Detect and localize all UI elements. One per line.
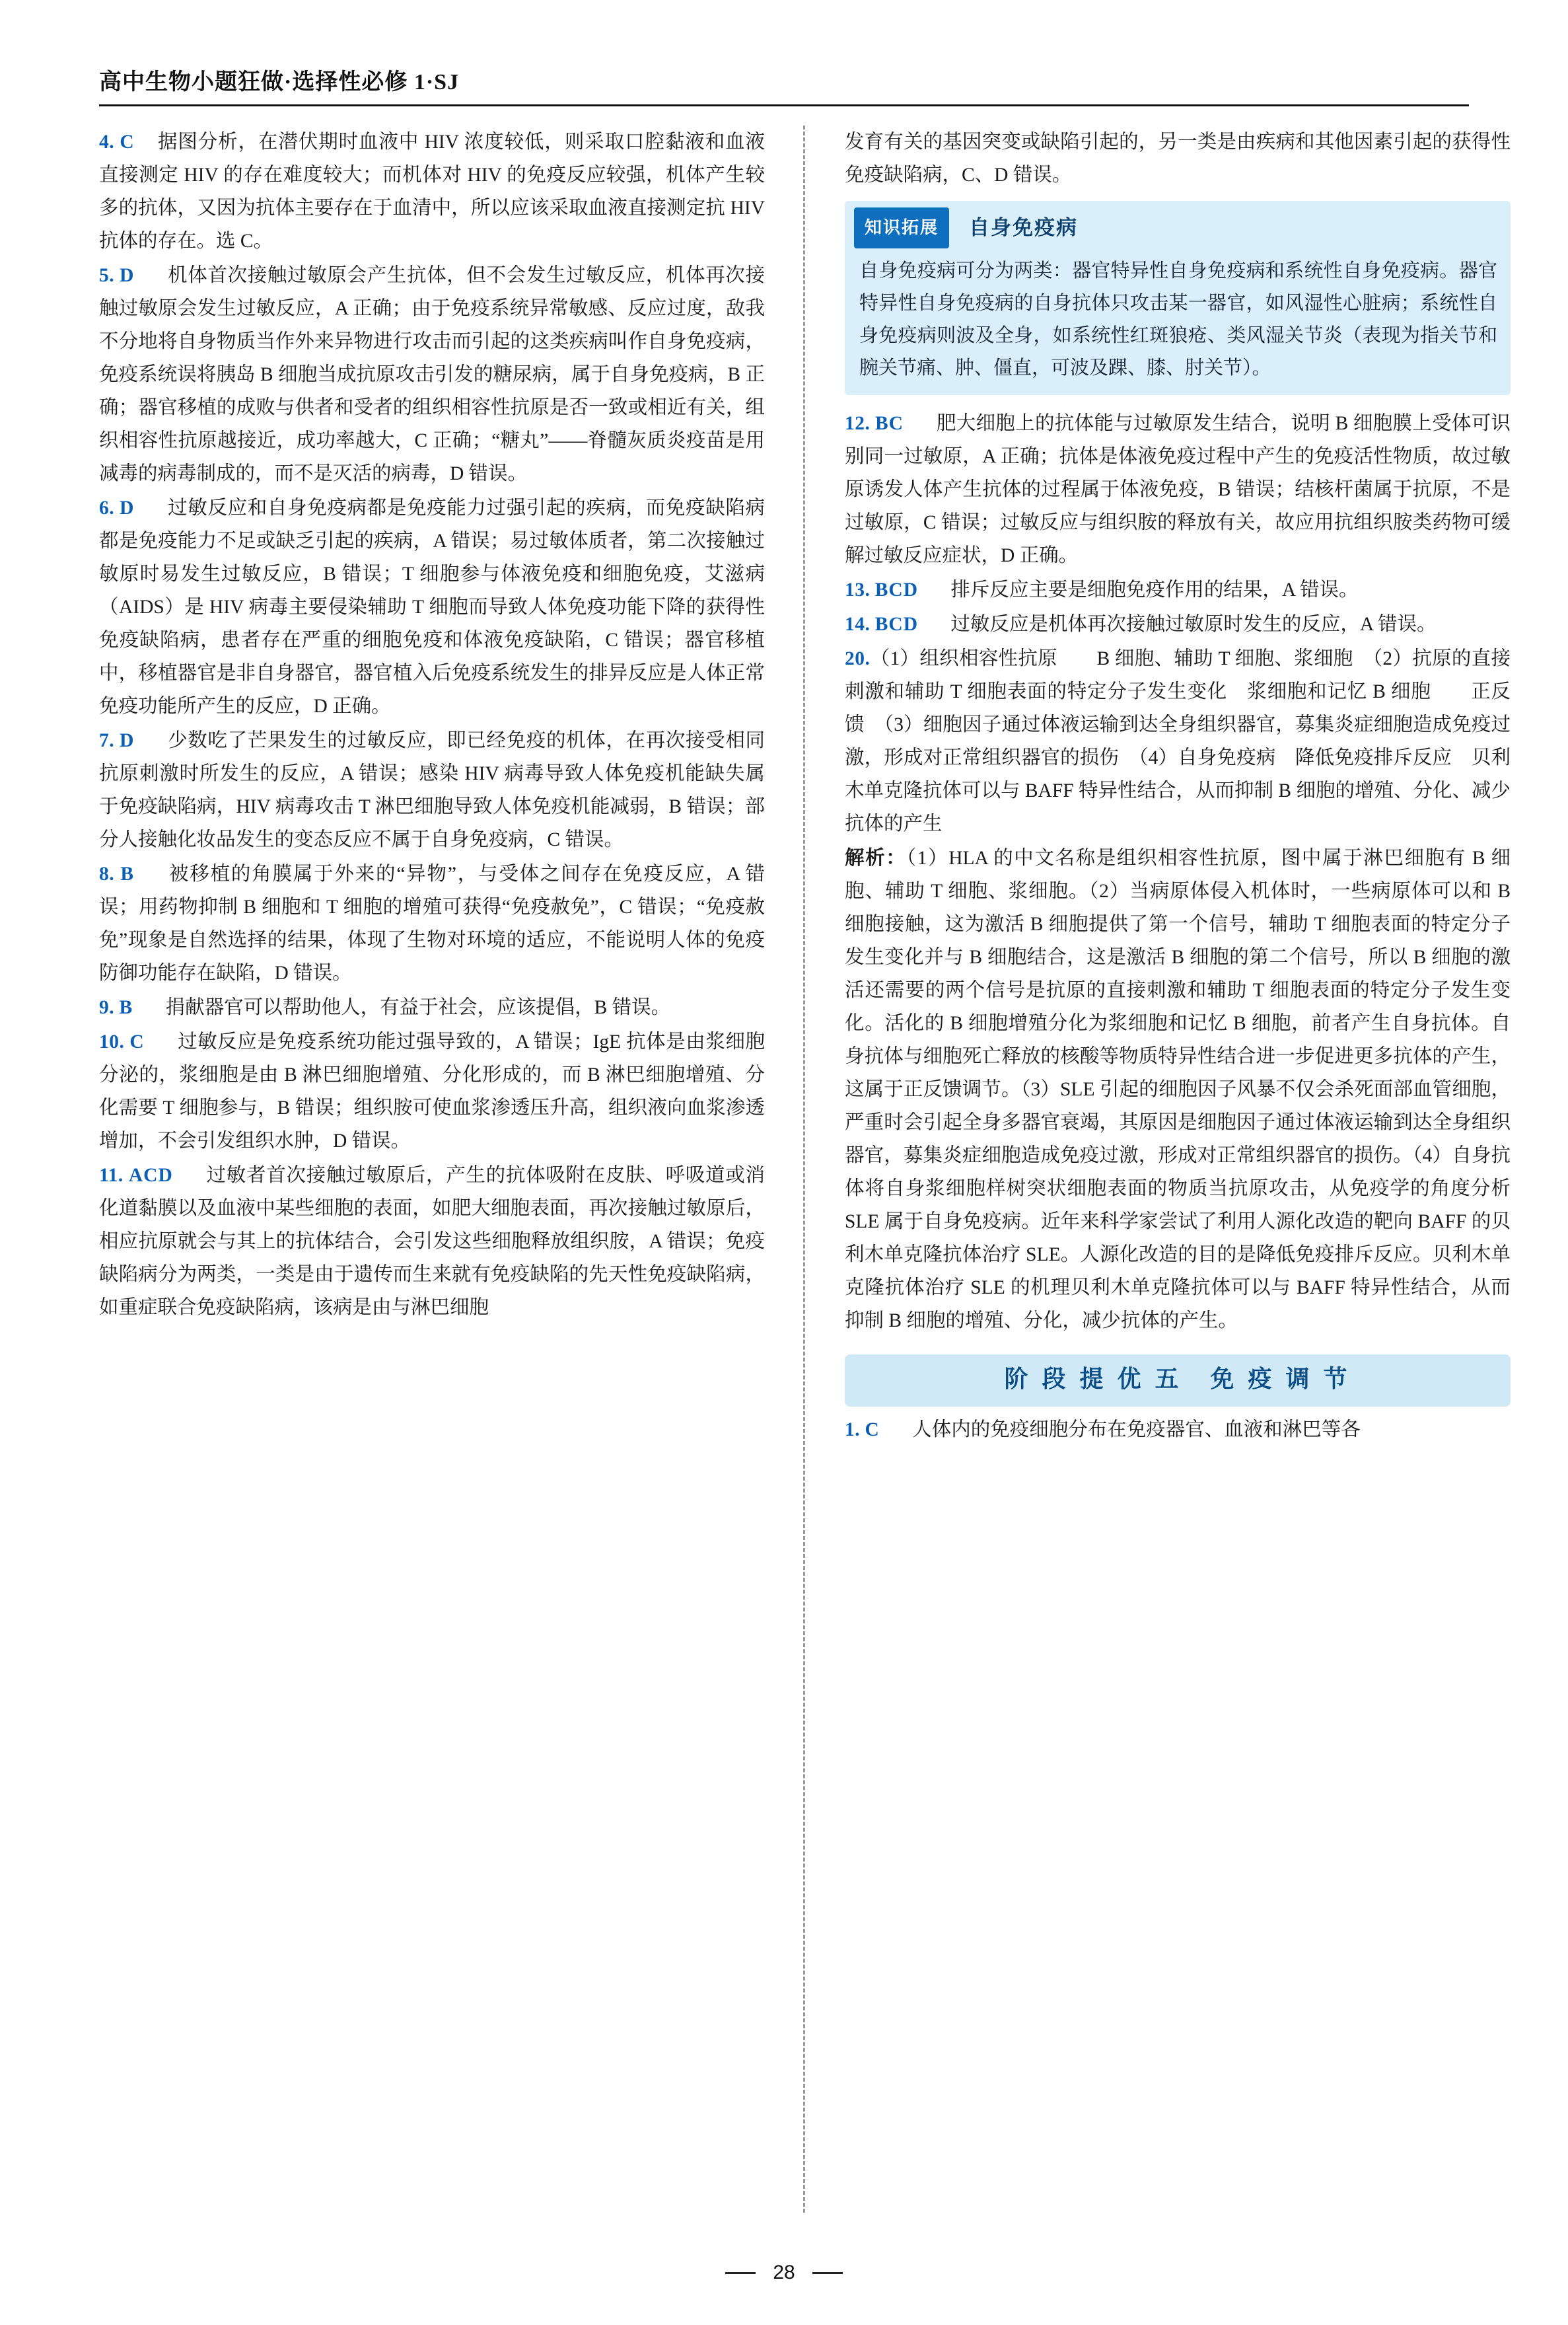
question-number: 20. — [845, 648, 871, 669]
answer-item — [99, 858, 765, 990]
book-title: 高中生物小题狂做·选择性必修 1·SJ — [99, 70, 460, 94]
knowledge-box-header — [845, 201, 1511, 251]
question-number: 5. — [99, 265, 115, 286]
answer-text: 据图分析，在潜伏期时血液中 HIV 浓度较低，则采取口腔黏液和血液直接测定 HIV 的存在难度较大；而机体对 HIV 的免疫反应较强，机体产生较多的抗体，又因为抗体主要存在于血清中，所以应该采取血液直接测定抗 HIV 抗体的存在。选 C。 — [99, 131, 766, 252]
column-divider — [803, 126, 806, 2213]
answer-text: 捐献器官可以帮助他人，有益于社会，应该提倡，B 错误。 — [165, 997, 671, 1018]
answer-item — [99, 492, 765, 723]
page-number: 28 — [773, 2262, 795, 2283]
answer-item — [845, 407, 1511, 572]
question-number: 13. — [845, 579, 871, 601]
answer-text: （1）组织相容性抗原 B 细胞、辅助 T 细胞、浆细胞 （2）抗原的直接刺激和辅助 T 细胞表面的特定分子发生变化 浆细胞和记忆 B 细胞 正反馈 （3）细胞因子通过体液运输到达全身组织器官，募集炎症细胞造成免疫过激，形成对正常组织器官的损伤 （4）自身免疫病 降低免疫排斥反应 贝利木单克隆抗体可以与 BAFF 特异性结合，从而抑制 B 细胞的增殖、分化、减少抗体的产生 — [845, 648, 1511, 834]
answer-letter: BCD — [874, 579, 919, 601]
section-banner-title: 阶 段 提 优 五 免 疫 调 节 — [1004, 1366, 1351, 1392]
answer-text: 少数吃了芒果发生的过敏反应，即已经免疫的机体，在再次接受相同抗原刺激时所发生的反应，A 错误；感染 HIV 病毒导致人体免疫机能缺失属于免疫缺陷病，HIV 病毒攻击 T 淋巴细胞导致人体免疫机能减弱，B 错误；部分人接触化妆品发生的变态反应不属于自身免疫病，C 错误。 — [99, 730, 765, 850]
knowledge-box-text: 自身免疫病可分为两类：器官特异性自身免疫病和系统性自身免疫病。器官特异性自身免疫病的自身抗体只攻击某一器官，如风湿性心脏病；系统性自身免疫病则波及全身，如系统性红斑狼疮、类风湿关节炎（表现为指关节和腕关节痛、肿、僵直，可波及踝、膝、肘关节）。 — [859, 260, 1497, 379]
answer-text: 过敏者首次接触过敏原后，产生的抗体吸附在皮肤、呼吸道或消化道黏膜以及血液中某些细胞的表面，如肥大细胞表面，再次接触过敏原后，相应抗原就会与其上的抗体结合，会引发这些细胞释放组织胺，A 错误；免疫缺陷病分为两类，一类是由于遗传而生来就有免疫缺陷的先天性免疫缺陷病，如重症联合免疫缺陷病，该病是由与淋巴细胞 — [99, 1165, 765, 1318]
answer-item — [99, 991, 765, 1024]
answer-text: 过敏反应是机体再次接触过敏原时发生的反应，A 错误。 — [950, 614, 1437, 635]
answer-text: 肥大细胞上的抗体能与过敏原发生结合，说明 B 细胞膜上受体可识别同一过敏原，A 正确；抗体是体液免疫过程中产生的免疫活性物质，故过敏原诱发人体产生抗体的过程属于体液免疫，B 错误；结核杆菌属于抗原，不是过敏原，C 错误；过敏反应与组织胺的释放有关，故应用抗组织胺类药物可缓解过敏反应症状，D 正确。 — [845, 413, 1511, 566]
analysis-label: 解析： — [845, 848, 907, 869]
question-number: 10. — [99, 1031, 125, 1052]
answer-text: 机体首次接触过敏原会产生抗体，但不会发生过敏反应，机体再次接触过敏原会发生过敏反应，A 正确；由于免疫系统异常敏感、反应过度，敌我不分地将自身物质当作外来异物进行攻击而引起的这类疾病叫作自身免疫病，免疫系统误将胰岛 B 细胞当成抗原攻击引发的糖尿病，属于自身免疫病，B 正确；器官移植的成败与供者和受者的组织相容性抗原是否一致或相近有关，组织相容性抗原越接近，成功率越大，C 正确；“糖丸”——脊髓灰质炎疫苗是用减毒的病毒制成的，而不是灭活的病毒，D 错误。 — [99, 265, 765, 484]
answer-item — [99, 1025, 765, 1158]
question-number: 8. — [99, 864, 115, 885]
answer-letter: D — [120, 498, 135, 519]
answer-letter: C — [865, 1419, 880, 1440]
question-number: 9. — [99, 997, 115, 1018]
right-column — [845, 126, 1511, 2213]
answer-text: 排斥反应主要是细胞免疫作用的结果，A 错误。 — [950, 579, 1359, 601]
question-number: 12. — [845, 413, 871, 434]
answer-item — [845, 608, 1511, 641]
question-number: 7. — [99, 730, 115, 751]
answer-letter: C — [120, 131, 135, 153]
answer-letter: BCD — [874, 614, 919, 635]
analysis-block — [845, 842, 1511, 1337]
footer-rule-right — [812, 2272, 843, 2274]
continued-answer-text: 发育有关的基因突变或缺陷引起的，另一类是由疾病和其他因素引起的获得性免疫缺陷病，C、D 错误。 — [845, 131, 1511, 186]
answer-text: 过敏反应和自身免疫病都是免疫能力过强引起的疾病，而免疫缺陷病都是免疫能力不足或缺乏引起的疾病，A 错误；易过敏体质者，第二次接触过敏原时易发生过敏反应，B 错误；T 细胞参与体液免疫和细胞免疫，艾滋病（AIDS）是 HIV 病毒主要侵染辅助 T 细胞而导致人体免疫功能下降的获得性免疫缺陷病，患者存在严重的细胞免疫和体液免疫缺陷，C 错误；器官移植中，移植器官是非自身器官，器官植入后免疫系统发生的排异反应是人体正常免疫功能所产生的反应，D 正确。 — [99, 498, 765, 717]
answer-letter: D — [120, 730, 135, 751]
question-number: 4. — [99, 131, 115, 153]
answer-letter: B — [119, 997, 133, 1018]
answer-item — [845, 573, 1511, 607]
answer-letter: B — [120, 864, 134, 885]
answer-text: 被移植的角膜属于外来的“异物”，与受体之间存在免疫反应，A 错误；用药物抑制 B 细胞和 T 细胞的增殖可获得“免疫赦免”，C 错误；“免疫赦免”现象是自然选择的结果，体现了生物对环境的适应，不能说明人体的免疫防御功能存在缺陷，D 错误。 — [99, 864, 766, 984]
answer-item — [99, 724, 765, 856]
answer-item-20 — [845, 642, 1511, 840]
knowledge-tag-label: 知识拓展 — [854, 207, 949, 248]
knowledge-box-title: 自身免疫病 — [969, 216, 1079, 239]
answer-text: 过敏反应是免疫系统功能过强导致的，A 错误；IgE 抗体是由浆细胞分泌的，浆细胞是由 B 淋巴细胞增殖、分化形成的，而 B 淋巴细胞增殖、分化需要 T 细胞参与，B 错误；组织胺可使血浆渗透压升高，组织液向血浆渗透增加，不会引发组织水肿，D 错误。 — [99, 1031, 766, 1152]
answer-text: 人体内的免疫细胞分布在免疫器官、血液和淋巴等各 — [912, 1419, 1361, 1440]
question-number: 11. — [99, 1165, 124, 1186]
page-footer — [0, 2262, 1568, 2284]
section-banner — [845, 1354, 1511, 1407]
footer-rule-left — [725, 2272, 756, 2274]
left-column — [99, 126, 765, 2213]
question-number: 14. — [845, 614, 871, 635]
header-divider-rule — [99, 104, 1469, 106]
analysis-text: （1）HLA 的中文名称是组织相容性抗原，图中属于淋巴细胞有 B 细胞、辅助 T 细胞、浆细胞。（2）当病原体侵入机体时，一些病原体可以和 B 细胞接触，这为激活 B 细胞提供了第一个信号，辅助 T 细胞表面的特定分子发生变化并与 B 细胞结合，这是激活 B 细胞的第二个信号，所以 B 细胞的激活还需要的两个信号是抗原的直接刺激和辅助 T 细胞表面的特定分子发生变化。活化的 B 细胞增殖分化为浆细胞和记忆 B 细胞，前者产生自身抗体。自身抗体与细胞死亡释放的核酸等物质特异性结合进一步促进更多抗体的产生，这属于正反馈调节。（3）SLE 引起的细胞因子风暴不仅会杀死面部血管细胞，严重时会引起全身多器官衰竭，其原因是细胞因子通过体液运输到达全身组织器官，募集炎症细胞造成免疫过激，形成对正常组织器官的损伤。（4）自身抗体将自身浆细胞样树突状细胞表面的物质当抗原攻击，从免疫学的角度分析 SLE 属于自身免疫病。近年来科学家尝试了利用人源化改造的靶向 BAFF 的贝利木单克隆抗体治疗 SLE。人源化改造的目的是降低免疫排斥反应。贝利木单克隆抗体治疗 SLE 的机理贝利木单克隆抗体可以与 BAFF 特异性结合，从而抑制 B 细胞的增殖、分化，减少抗体的产生。 — [845, 848, 1511, 1331]
answer-item — [99, 126, 765, 258]
answer-item — [845, 1413, 1511, 1446]
two-column-body — [99, 126, 1511, 2213]
answer-letter: C — [129, 1031, 145, 1052]
answer-item — [99, 259, 765, 490]
question-number: 6. — [99, 498, 115, 519]
answer-item — [99, 1159, 765, 1324]
answer-letter: BC — [875, 413, 904, 434]
knowledge-extension-box — [845, 201, 1511, 395]
answer-letter: ACD — [128, 1165, 173, 1186]
question-number: 1. — [845, 1419, 861, 1440]
answer-letter: D — [120, 265, 135, 286]
